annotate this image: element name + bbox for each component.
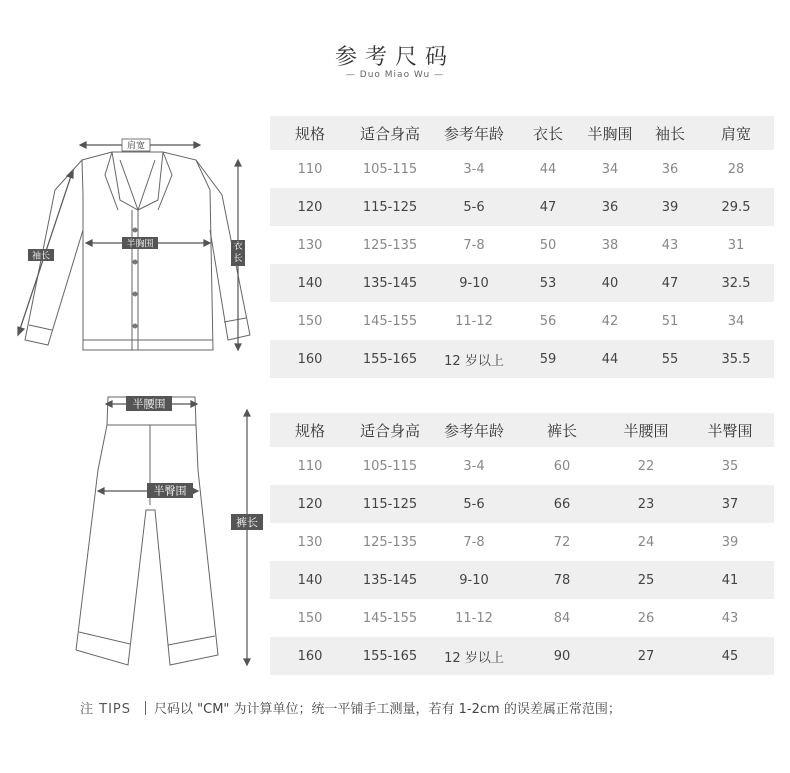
cell: 51 (661, 313, 679, 329)
cell: 9-10 (459, 275, 489, 291)
cell: 37 (721, 496, 739, 512)
cell: 47 (661, 275, 679, 291)
cell: 43 (721, 610, 739, 626)
cell: 125-135 (362, 534, 418, 550)
sleeve-label: 袖长 (31, 251, 51, 262)
table-row (270, 150, 774, 188)
cell: 66 (553, 496, 571, 512)
cell: 34 (601, 161, 619, 177)
cell: 29.5 (721, 199, 751, 215)
cell: 23 (637, 496, 655, 512)
shoulder-label: 肩宽 (126, 141, 146, 152)
cell: 115-125 (362, 199, 418, 215)
cell: 24 (637, 534, 655, 550)
cell: 12 岁以上 (444, 650, 504, 666)
cell: 26 (637, 610, 655, 626)
cell: 110 (297, 458, 323, 474)
cell: 72 (553, 534, 571, 550)
cell: 40 (601, 275, 619, 291)
table-row (270, 447, 774, 485)
chest-label: 半胸围 (126, 239, 154, 250)
cell: 47 (539, 199, 557, 215)
tips-divider (145, 701, 146, 715)
waist-label: 半腰围 (132, 397, 166, 411)
cell: 115-125 (362, 496, 418, 512)
header-height: 适合身高 (359, 421, 420, 440)
cell: 160 (297, 351, 323, 367)
cell: 39 (721, 534, 739, 550)
cell: 55 (661, 351, 679, 367)
cell: 135-145 (362, 275, 418, 291)
cell: 59 (539, 351, 557, 367)
cell: 35.5 (721, 351, 751, 367)
cell: 84 (553, 610, 571, 626)
cell: 5-6 (463, 496, 485, 512)
cell: 135-145 (362, 572, 418, 588)
cell: 3-4 (463, 161, 485, 177)
header-age: 参考年龄 (443, 124, 504, 143)
table-row (270, 264, 774, 302)
header-pants-length: 裤长 (546, 421, 577, 440)
cell: 27 (637, 648, 655, 664)
cell: 22 (637, 458, 655, 474)
cell: 32.5 (721, 275, 751, 291)
cell: 120 (297, 199, 323, 215)
table-header-row (270, 413, 774, 447)
table-row (270, 637, 774, 675)
cell: 125-135 (362, 237, 418, 253)
cell: 110 (297, 161, 323, 177)
table-header-row (270, 116, 774, 150)
page-subtitle: — Duo Miao Wu — (345, 70, 445, 80)
cell: 41 (721, 572, 739, 588)
tips-text: 尺码以 "CM" 为计算单位；统一平铺手工测量，若有 1-2cm 的误差属正常范围； (154, 702, 621, 717)
cell: 155-165 (362, 648, 418, 664)
header-age: 参考年龄 (443, 421, 504, 440)
cell: 28 (727, 161, 745, 177)
cell: 120 (297, 496, 323, 512)
cell: 50 (539, 237, 557, 253)
cell: 36 (601, 199, 619, 215)
table-row (270, 340, 774, 378)
cell: 130 (297, 534, 323, 550)
cell: 155-165 (362, 351, 418, 367)
cell: 3-4 (463, 458, 485, 474)
cell: 7-8 (463, 237, 485, 253)
top-size-table (270, 116, 774, 378)
cell: 78 (553, 572, 571, 588)
cell: 130 (297, 237, 323, 253)
header-sleeve: 袖长 (654, 124, 685, 143)
table-row (270, 561, 774, 599)
header-height: 适合身高 (359, 124, 420, 143)
length-label: 衣长 (233, 242, 243, 264)
cell: 34 (727, 313, 745, 329)
cell: 90 (553, 648, 571, 664)
cell: 11-12 (455, 313, 493, 329)
cell: 25 (637, 572, 655, 588)
header-length: 衣长 (532, 124, 563, 143)
cell: 38 (601, 237, 619, 253)
cell: 145-155 (362, 313, 418, 329)
cell: 150 (297, 610, 323, 626)
cell: 44 (539, 161, 557, 177)
header-hip: 半臀围 (707, 421, 753, 440)
tips-note (80, 698, 621, 717)
cell: 9-10 (459, 572, 489, 588)
cell: 11-12 (455, 610, 493, 626)
table-row (270, 485, 774, 523)
header-chest: 半胸围 (587, 124, 633, 143)
table-row (270, 188, 774, 226)
cell: 7-8 (463, 534, 485, 550)
cell: 42 (601, 313, 619, 329)
pants-diagram (0, 0, 270, 773)
cell: 140 (297, 275, 323, 291)
table-row (270, 226, 774, 264)
hip-label: 半臀围 (153, 484, 187, 498)
cell: 160 (297, 648, 323, 664)
page-title: 参考尺码 (334, 45, 455, 70)
cell: 60 (553, 458, 571, 474)
cell: 56 (539, 313, 557, 329)
header-waist: 半腰围 (623, 421, 669, 440)
cell: 5-6 (463, 199, 485, 215)
header-size: 规格 (294, 421, 325, 440)
header-size: 规格 (294, 124, 325, 143)
cell: 39 (661, 199, 679, 215)
cell: 44 (601, 351, 619, 367)
cell: 12 岁以上 (444, 353, 504, 369)
tips-label: 注 TIPS (80, 702, 131, 717)
cell: 53 (539, 275, 557, 291)
table-row (270, 302, 774, 340)
cell: 105-115 (362, 458, 418, 474)
cell: 43 (661, 237, 679, 253)
cell: 31 (727, 237, 745, 253)
cell: 45 (721, 648, 739, 664)
cell: 145-155 (362, 610, 418, 626)
cell: 35 (721, 458, 739, 474)
cell: 105-115 (362, 161, 418, 177)
table-row (270, 523, 774, 561)
pants-length-label: 裤长 (236, 516, 258, 529)
header-shoulder: 肩宽 (720, 124, 751, 143)
bottom-size-table (270, 413, 774, 675)
cell: 150 (297, 313, 323, 329)
cell: 36 (661, 161, 679, 177)
table-row (270, 599, 774, 637)
cell: 140 (297, 572, 323, 588)
